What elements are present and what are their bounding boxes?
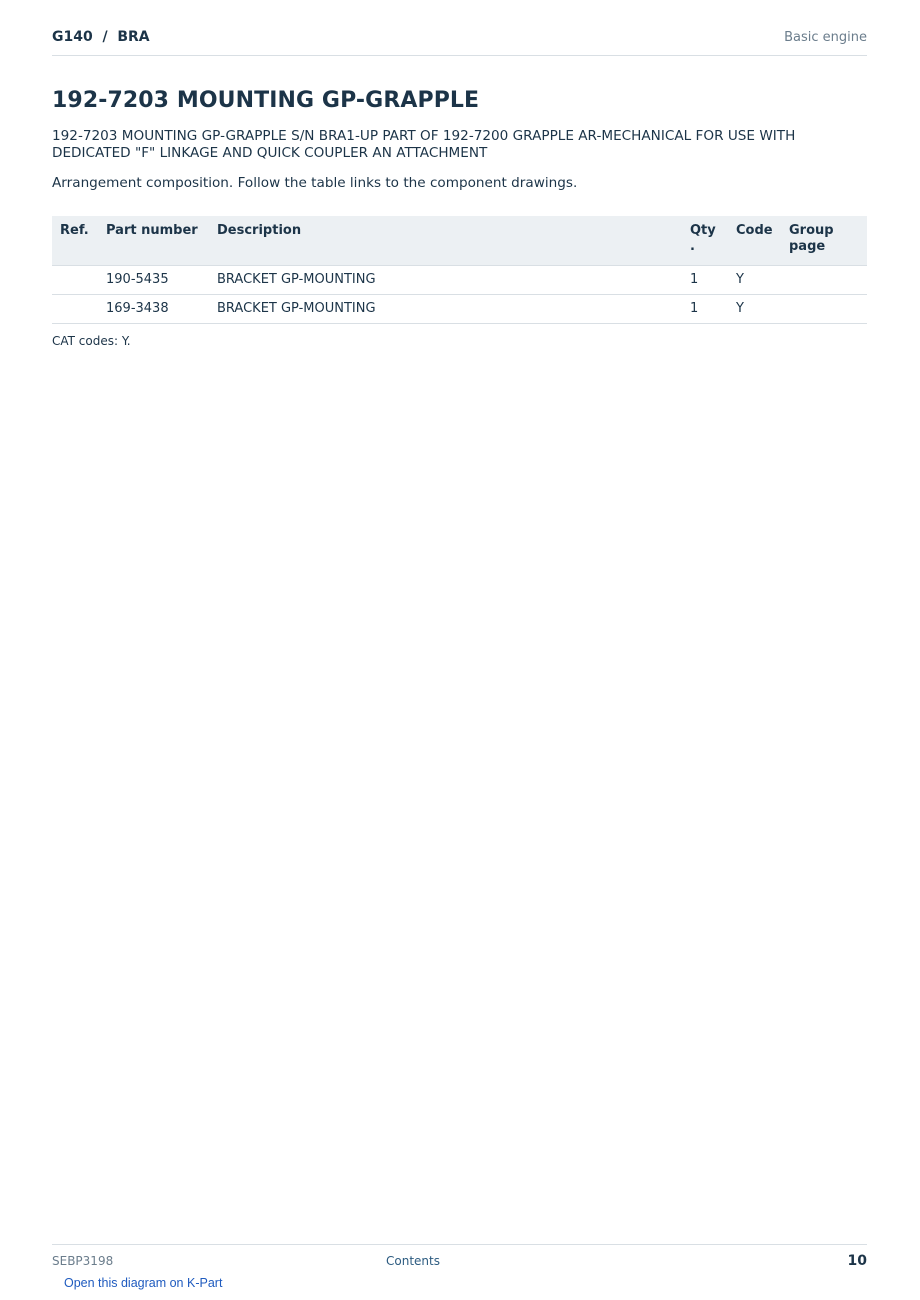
cell-code: Y <box>728 266 781 295</box>
cell-description: BRACKET GP-MOUNTING <box>209 266 682 295</box>
kpart-link[interactable]: Open this diagram on K-Part <box>64 1276 223 1290</box>
page-number: 10 <box>847 1253 867 1269</box>
table-row[interactable] <box>52 266 867 295</box>
cell-part-number[interactable]: 169-3438 <box>98 295 209 324</box>
section-label: Basic engine <box>784 30 867 45</box>
col-header-code: Code <box>728 216 781 266</box>
cat-codes-note: CAT codes: Y. <box>52 334 131 348</box>
col-header-group-page: Group page <box>781 216 867 266</box>
cell-qty: 1 <box>682 266 728 295</box>
page-title: 192-7203 MOUNTING GP-GRAPPLE <box>52 88 480 113</box>
cell-code: Y <box>728 295 781 324</box>
col-header-ref: Ref. <box>52 216 98 266</box>
arrangement-description: 192-7203 MOUNTING GP-GRAPPLE S/N BRA1-UP PART OF 192-7200 GRAPPLE AR-MECHANICAL FOR USE WITH DEDICATED "F" LINKAGE AND QUICK COUPLER AN ATTACHMENT <box>52 128 796 161</box>
parts-table <box>52 216 867 324</box>
table-header-row <box>52 216 867 266</box>
page-header <box>52 29 867 56</box>
page-footer <box>52 1244 867 1275</box>
col-header-qty: Qty . <box>682 216 728 266</box>
cell-ref <box>52 295 98 324</box>
cell-group-page <box>781 266 867 295</box>
cell-ref <box>52 266 98 295</box>
contents-link[interactable]: Contents <box>386 1254 440 1268</box>
table-row[interactable] <box>52 295 867 324</box>
cell-part-number[interactable]: 190-5435 <box>98 266 209 295</box>
breadcrumb: G140 / BRA <box>52 29 150 45</box>
intro-text: Arrangement composition. Follow the table links to the component drawings. <box>52 175 578 191</box>
document-id: SEBP3198 <box>52 1254 114 1268</box>
cell-group-page <box>781 295 867 324</box>
cell-description: BRACKET GP-MOUNTING <box>209 295 682 324</box>
col-header-part-number: Part number <box>98 216 209 266</box>
col-header-description: Description <box>209 216 682 266</box>
cell-qty: 1 <box>682 295 728 324</box>
